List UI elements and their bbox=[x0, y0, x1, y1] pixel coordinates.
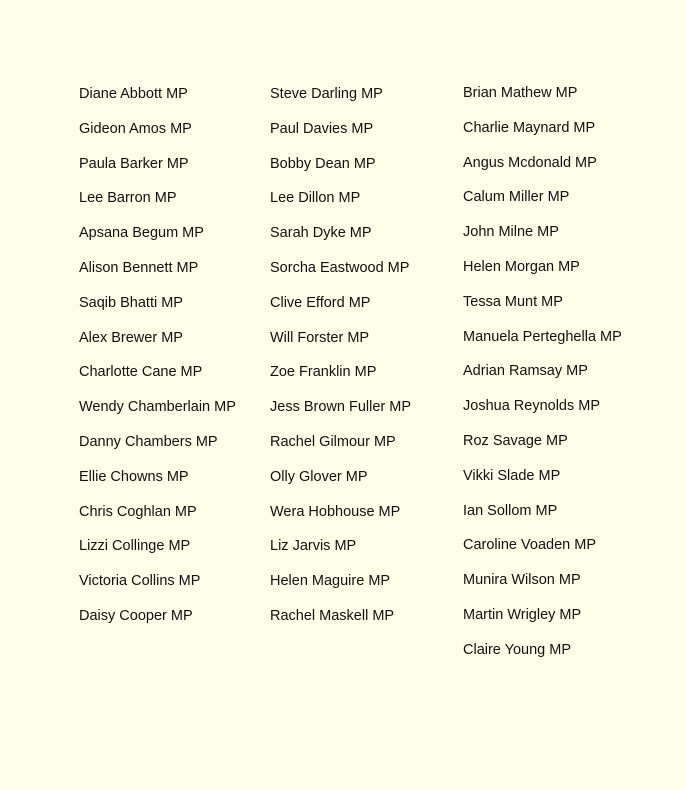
mp-name: Munira Wilson MP bbox=[463, 572, 581, 589]
mp-name: Olly Glover MP bbox=[270, 468, 368, 485]
mp-name: Steve Darling MP bbox=[270, 86, 383, 102]
mp-name: Bobby Dean MP bbox=[270, 155, 376, 172]
mp-name: Lee Dillon MP bbox=[270, 190, 361, 207]
mp-list-column-3 bbox=[463, 82, 622, 674]
mp-name: Caroline Voaden MP bbox=[463, 537, 596, 554]
mp-name: Lee Barron MP bbox=[79, 190, 177, 207]
mp-list-column-2 bbox=[270, 83, 411, 640]
mp-name: Alison Bennett MP bbox=[79, 259, 199, 276]
mp-name: Will Forster MP bbox=[270, 329, 370, 346]
mp-name: Alex Brewer MP bbox=[79, 329, 183, 346]
mp-name: Ian Sollom MP bbox=[463, 502, 558, 519]
mp-name: Victoria Collins MP bbox=[79, 573, 201, 590]
mp-name: John Milne MP bbox=[463, 224, 559, 241]
mp-name: Manuela Perteghella MP bbox=[463, 328, 622, 345]
mp-name: Rachel Gilmour MP bbox=[270, 433, 396, 450]
mp-list-column-1 bbox=[79, 83, 236, 640]
mp-name: Saqib Bhatti MP bbox=[79, 294, 183, 311]
mp-name: Paul Davies MP bbox=[270, 120, 374, 137]
mp-name: Adrian Ramsay MP bbox=[463, 363, 588, 380]
mp-name: Calum Miller MP bbox=[463, 189, 570, 206]
mp-name: Chris Coghlan MP bbox=[79, 503, 197, 520]
mp-name: Lizzi Collinge MP bbox=[79, 538, 191, 555]
mp-name: Diane Abbott MP bbox=[79, 86, 188, 102]
mp-name: Charlotte Cane MP bbox=[79, 364, 203, 381]
mp-name: Clive Efford MP bbox=[270, 294, 371, 311]
mp-name: Tessa Munt MP bbox=[463, 293, 563, 310]
mp-name: Joshua Reynolds MP bbox=[463, 398, 601, 415]
mp-name: Helen Morgan MP bbox=[463, 258, 580, 275]
mp-name: Claire Young MP bbox=[463, 641, 572, 658]
mp-name: Ellie Chowns MP bbox=[79, 468, 189, 485]
mp-name: Jess Brown Fuller MP bbox=[270, 399, 412, 416]
mp-name: Sarah Dyke MP bbox=[270, 225, 372, 242]
mp-name: Danny Chambers MP bbox=[79, 433, 218, 450]
mp-name: Vikki Slade MP bbox=[463, 467, 561, 484]
mp-name: Gideon Amos MP bbox=[79, 120, 192, 137]
mp-name: Angus Mcdonald MP bbox=[463, 154, 597, 171]
mp-name: Helen Maguire MP bbox=[270, 573, 391, 590]
mp-name: Zoe Franklin MP bbox=[270, 364, 377, 381]
mp-name: Liz Jarvis MP bbox=[270, 538, 357, 555]
mp-name: Charlie Maynard MP bbox=[463, 119, 596, 136]
mp-name: Brian Mathew MP bbox=[463, 85, 578, 101]
mp-name: Sorcha Eastwood MP bbox=[270, 259, 410, 276]
mp-name: Rachel Maskell MP bbox=[270, 607, 395, 624]
mp-name: Paula Barker MP bbox=[79, 155, 189, 172]
mp-name: Martin Wrigley MP bbox=[463, 606, 582, 623]
mp-name: Wera Hobhouse MP bbox=[270, 503, 401, 520]
mp-name: Wendy Chamberlain MP bbox=[79, 399, 236, 416]
mp-name: Roz Savage MP bbox=[463, 432, 568, 449]
mp-name: Daisy Cooper MP bbox=[79, 607, 193, 624]
mp-name: Apsana Begum MP bbox=[79, 225, 204, 242]
